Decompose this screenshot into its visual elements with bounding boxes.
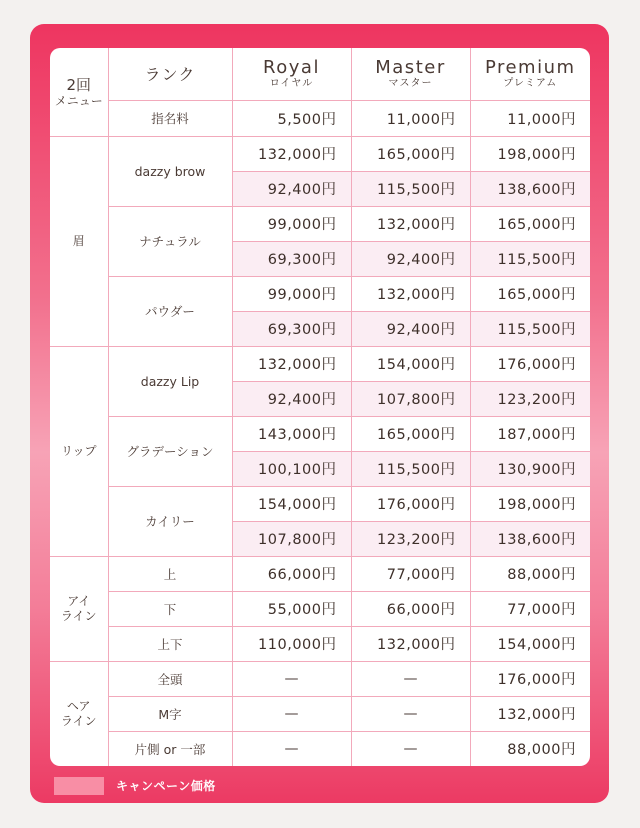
menu-label: メニュー bbox=[54, 93, 103, 108]
regular-price: 154,000円 bbox=[351, 346, 470, 381]
plan-header-premium bbox=[470, 48, 590, 100]
item-name: 片側 or 一部 bbox=[108, 731, 232, 766]
regular-price: 165,000円 bbox=[470, 206, 590, 241]
campaign-price: 92,400円 bbox=[232, 381, 351, 416]
category-label-line: ライン bbox=[60, 608, 97, 623]
regular-price: 176,000円 bbox=[351, 486, 470, 521]
nomination-label: 指名料 bbox=[108, 100, 232, 136]
campaign-price: 123,200円 bbox=[470, 381, 590, 416]
price-unavailable: — bbox=[351, 696, 470, 731]
item-name: カイリー bbox=[108, 486, 232, 556]
campaign-price: 130,900円 bbox=[470, 451, 590, 486]
price-unavailable: — bbox=[232, 696, 351, 731]
regular-price: 132,000円 bbox=[232, 346, 351, 381]
price: 66,000円 bbox=[232, 556, 351, 591]
table-row bbox=[50, 206, 590, 241]
category-label bbox=[50, 661, 108, 766]
menu-type-cell bbox=[50, 48, 108, 136]
item-name: ナチュラル bbox=[108, 206, 232, 276]
item-name: グラデーション bbox=[108, 416, 232, 486]
price: 88,000円 bbox=[470, 731, 590, 766]
regular-price: 99,000円 bbox=[232, 276, 351, 311]
plan-name-jp: マスター bbox=[388, 77, 433, 89]
rank-header: ランク bbox=[108, 48, 232, 100]
regular-price: 132,000円 bbox=[232, 136, 351, 171]
regular-price: 198,000円 bbox=[470, 486, 590, 521]
price: 77,000円 bbox=[470, 591, 590, 626]
table-row bbox=[50, 626, 590, 661]
header-row bbox=[50, 48, 590, 100]
price: 154,000円 bbox=[470, 626, 590, 661]
item-name: 上下 bbox=[108, 626, 232, 661]
price: 176,000円 bbox=[470, 661, 590, 696]
table-row bbox=[50, 486, 590, 521]
regular-price: 165,000円 bbox=[351, 136, 470, 171]
campaign-price: 115,500円 bbox=[351, 451, 470, 486]
regular-price: 143,000円 bbox=[232, 416, 351, 451]
regular-price: 176,000円 bbox=[470, 346, 590, 381]
price: 66,000円 bbox=[351, 591, 470, 626]
table-row bbox=[50, 136, 590, 171]
plan-name-en: Premium bbox=[484, 56, 576, 78]
campaign-price: 107,800円 bbox=[232, 521, 351, 556]
price: 132,000円 bbox=[351, 626, 470, 661]
campaign-price: 92,400円 bbox=[232, 171, 351, 206]
table-row bbox=[50, 346, 590, 381]
regular-price: 165,000円 bbox=[351, 416, 470, 451]
regular-price: 165,000円 bbox=[470, 276, 590, 311]
nomination-fee: 11,000円 bbox=[470, 100, 590, 136]
category-label bbox=[50, 556, 108, 661]
category-label-line: ライン bbox=[60, 713, 97, 728]
campaign-legend-label: キャンペーン価格 bbox=[116, 779, 216, 793]
price: 132,000円 bbox=[470, 696, 590, 731]
menu-count-label: 2回 bbox=[66, 75, 92, 94]
item-name: 上 bbox=[108, 556, 232, 591]
campaign-price: 100,100円 bbox=[232, 451, 351, 486]
campaign-price: 107,800円 bbox=[351, 381, 470, 416]
campaign-price: 92,400円 bbox=[351, 241, 470, 276]
price: 55,000円 bbox=[232, 591, 351, 626]
table-row bbox=[50, 696, 590, 731]
table-row bbox=[50, 661, 590, 696]
item-name: 下 bbox=[108, 591, 232, 626]
campaign-price: 123,200円 bbox=[351, 521, 470, 556]
price: 77,000円 bbox=[351, 556, 470, 591]
plan-name-jp: ロイヤル bbox=[269, 77, 314, 89]
regular-price: 187,000円 bbox=[470, 416, 590, 451]
item-name: dazzy Lip bbox=[108, 346, 232, 416]
item-name: dazzy brow bbox=[108, 136, 232, 206]
campaign-legend-swatch bbox=[54, 777, 104, 795]
nomination-fee: 11,000円 bbox=[351, 100, 470, 136]
regular-price: 99,000円 bbox=[232, 206, 351, 241]
campaign-price: 138,600円 bbox=[470, 171, 590, 206]
price-unavailable: — bbox=[351, 661, 470, 696]
campaign-price: 115,500円 bbox=[470, 241, 590, 276]
regular-price: 132,000円 bbox=[351, 206, 470, 241]
campaign-price: 92,400円 bbox=[351, 311, 470, 346]
table-row bbox=[50, 556, 590, 591]
price-unavailable: — bbox=[232, 661, 351, 696]
table-row bbox=[50, 416, 590, 451]
plan-name-en: Royal bbox=[263, 56, 320, 78]
nomination-fee: 5,500円 bbox=[232, 100, 351, 136]
campaign-price: 115,500円 bbox=[470, 311, 590, 346]
price: 110,000円 bbox=[232, 626, 351, 661]
price: 88,000円 bbox=[470, 556, 590, 591]
category-label: リップ bbox=[50, 346, 108, 556]
category-label-line: ヘア bbox=[66, 698, 91, 713]
regular-price: 198,000円 bbox=[470, 136, 590, 171]
price-table bbox=[50, 48, 590, 766]
plan-name-jp: プレミアム bbox=[503, 77, 558, 89]
table-row bbox=[50, 731, 590, 766]
nomination-row bbox=[50, 100, 590, 136]
price-unavailable: — bbox=[351, 731, 470, 766]
category-label: 眉 bbox=[50, 136, 108, 346]
plan-header-master bbox=[351, 48, 470, 100]
campaign-price: 138,600円 bbox=[470, 521, 590, 556]
campaign-price: 69,300円 bbox=[232, 311, 351, 346]
plan-header-royal bbox=[232, 48, 351, 100]
category-label-line: アイ bbox=[67, 593, 91, 608]
price-table-frame bbox=[30, 24, 609, 803]
plan-name-en: Master bbox=[375, 56, 446, 78]
item-name: 全頭 bbox=[108, 661, 232, 696]
item-name: パウダー bbox=[108, 276, 232, 346]
regular-price: 132,000円 bbox=[351, 276, 470, 311]
price-unavailable: — bbox=[232, 731, 351, 766]
campaign-price: 115,500円 bbox=[351, 171, 470, 206]
price-table-card bbox=[50, 48, 590, 766]
table-row bbox=[50, 591, 590, 626]
regular-price: 154,000円 bbox=[232, 486, 351, 521]
item-name: M字 bbox=[108, 696, 232, 731]
campaign-price: 69,300円 bbox=[232, 241, 351, 276]
table-row bbox=[50, 276, 590, 311]
